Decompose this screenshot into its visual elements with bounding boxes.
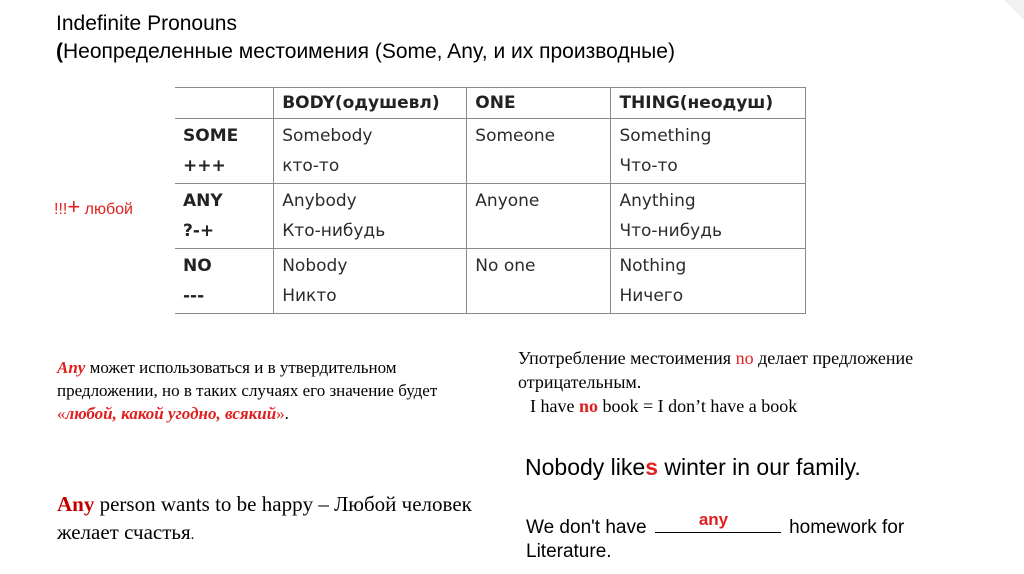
side-note-text: любой: [80, 201, 133, 218]
cell-english: Something: [619, 126, 712, 146]
title-english: Indefinite Pronouns: [56, 12, 237, 35]
any-keyword: Any: [57, 358, 86, 377]
any-usage-end: .: [284, 404, 289, 423]
no-example-text1: I have: [530, 396, 579, 416]
table-row: [175, 249, 806, 314]
nobody-sentence: [525, 454, 861, 481]
no-keyword: no: [735, 348, 754, 368]
cell-english: Somebody: [282, 126, 373, 146]
cell-one: [467, 249, 611, 314]
no-usage-note: [518, 346, 948, 418]
no-example-keyword: no: [578, 396, 598, 416]
homework-text2: homework for Literature.: [526, 517, 905, 562]
cell-body: [274, 249, 467, 314]
cell-thing: [611, 249, 806, 314]
cell-body: [274, 184, 467, 249]
no-usage-rule: [518, 346, 948, 394]
table-row: [175, 184, 806, 249]
cell-thing: [611, 184, 806, 249]
cell-english: Someone: [475, 126, 556, 146]
corner-decoration: [1004, 0, 1024, 20]
cell-russian: Что-то: [619, 156, 678, 176]
row-head-some: [175, 119, 274, 184]
no-rule-text1: Употребление местоимения: [518, 348, 736, 368]
any-example-text: person wants to be happy – Любой человек желает счастья: [57, 492, 472, 544]
cell-english: Nobody: [282, 256, 348, 276]
row-head-sign: ---: [183, 286, 205, 306]
cell-russian: кто-то: [282, 156, 340, 176]
table-header-row: [175, 88, 806, 119]
quote-open: «: [57, 404, 66, 423]
pronoun-table: [175, 87, 806, 314]
title-russian-text: Неопределенные местоимения (Some, Any, и их производные): [63, 40, 675, 63]
cell-russian: Никто: [282, 286, 337, 306]
header-body: BODY(одушевл): [274, 88, 467, 119]
header-one: ONE: [467, 88, 611, 119]
table-row: [175, 119, 806, 184]
cell-russian: Кто-нибудь: [282, 221, 386, 241]
nobody-text1: Nobody like: [525, 454, 646, 480]
any-usage-text: может использоваться и в утвердительном предложении, но в таких случаях его значение будет: [57, 358, 438, 400]
row-head-sign: +++: [183, 156, 226, 176]
cell-russian: Что-нибудь: [619, 221, 723, 241]
any-example-end: .: [190, 527, 195, 543]
cell-english: Anything: [619, 191, 696, 211]
any-usage-note: [57, 356, 487, 425]
title-paren: (: [56, 40, 63, 63]
row-head-label: ANY: [183, 191, 223, 211]
no-rule-text2: делает предложение отрицательным.: [518, 348, 914, 392]
row-head-any: [175, 184, 274, 249]
nobody-s-ending: s: [645, 454, 658, 480]
any-example: [57, 490, 497, 549]
cell-english: No one: [475, 256, 536, 276]
header-thing: THING(неодуш): [611, 88, 806, 119]
no-example-text2: book = I don’t have a book: [598, 396, 798, 416]
nobody-text2: winter in our family.: [657, 454, 861, 480]
no-usage-example: [518, 394, 948, 418]
homework-exercise: [526, 510, 986, 564]
cell-english: Anybody: [282, 191, 357, 211]
row-head-sign: ?-+: [183, 221, 215, 241]
quote-close: »: [276, 404, 285, 423]
answer-blank: [655, 510, 781, 533]
cell-english: Anyone: [475, 191, 540, 211]
cell-english: Nothing: [619, 256, 687, 276]
any-example-keyword: Any: [57, 492, 95, 516]
cell-one: [467, 119, 611, 184]
title-russian: [56, 38, 675, 66]
header-empty: [175, 88, 274, 119]
row-head-label: NO: [183, 256, 212, 276]
cell-body: [274, 119, 467, 184]
side-note: [54, 194, 133, 220]
side-note-prefix: !!!: [54, 201, 68, 218]
slide-title: [56, 10, 675, 66]
cell-one: [467, 184, 611, 249]
cell-russian: Ничего: [619, 286, 684, 306]
any-meaning: любой, какой угодно, всякий: [65, 404, 277, 423]
cell-thing: [611, 119, 806, 184]
homework-text1: We don't have: [526, 517, 647, 538]
answer-text: any: [698, 510, 729, 529]
pronoun-table-wrap: [175, 87, 806, 312]
row-head-no: [175, 249, 274, 314]
row-head-label: SOME: [183, 126, 239, 146]
side-note-plus: +: [67, 194, 81, 219]
